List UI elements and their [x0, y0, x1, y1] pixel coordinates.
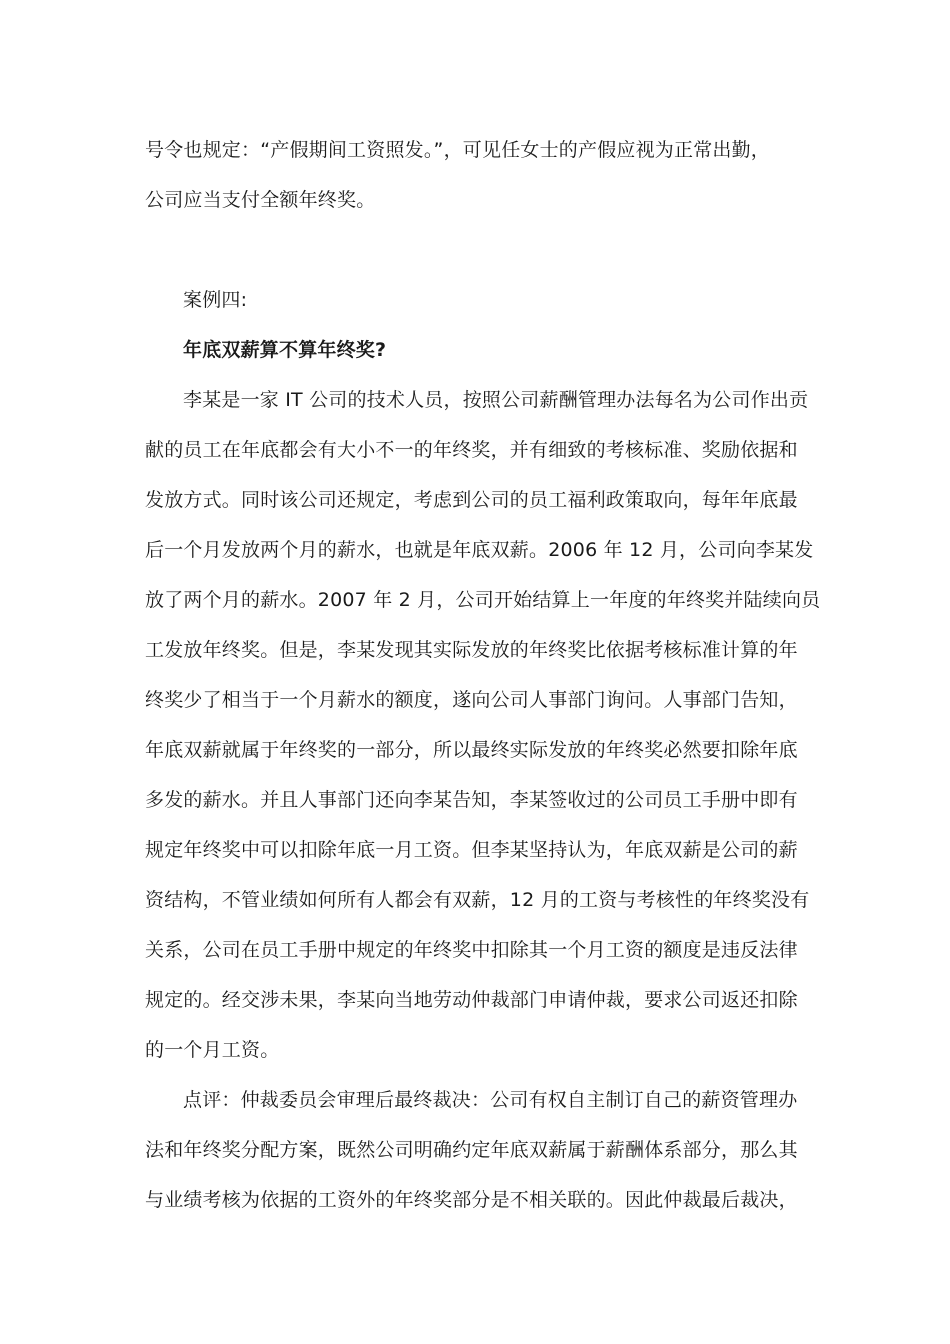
text-line: 资结构，不管业绩如何所有人都会有双薪，12 月的工资与考核性的年终奖没有: [145, 889, 810, 911]
text-line: 李某是一家 IT 公司的技术人员，按照公司薪酬管理办法每名为公司作出贡: [183, 389, 809, 411]
text-line: 规定的。经交涉未果，李某向当地劳动仲裁部门申请仲裁，要求公司返还扣除: [145, 989, 798, 1011]
text-line: 献的员工在年底都会有大小不一的年终奖，并有细致的考核标准、奖励依据和: [145, 439, 798, 461]
text-line: 工发放年终奖。但是，李某发现其实际发放的年终奖比依据考核标准计算的年: [145, 639, 798, 661]
text-line: 法和年终奖分配方案，既然公司明确约定年底双薪属于薪酬体系部分，那么其: [145, 1139, 798, 1161]
text-line: 关系，公司在员工手册中规定的年终奖中扣除其一个月工资的额度是违反法律: [145, 939, 798, 961]
text-line: 发放方式。同时该公司还规定，考虑到公司的员工福利政策取向，每年年底最: [145, 489, 798, 511]
text-line: 多发的薪水。并且人事部门还向李某告知，李某签收过的公司员工手册中即有: [145, 789, 798, 811]
text-line: 年底双薪就属于年终奖的一部分，所以最终实际发放的年终奖必然要扣除年底: [145, 739, 798, 761]
text-line: 后一个月发放两个月的薪水，也就是年底双薪。2006 年 12 月，公司向李某发: [145, 539, 814, 561]
commentary-line: 点评：仲裁委员会审理后最终裁决：公司有权自主制订自己的薪资管理办: [183, 1089, 798, 1111]
text-line: 号令也规定：“产假期间工资照发。”，可见任女士的产假应视为正常出勤，: [145, 139, 770, 161]
text-line: 放了两个月的薪水。2007 年 2 月，公司开始结算上一年度的年终奖并陆续向员: [145, 589, 821, 611]
text-line: 与业绩考核为依据的工资外的年终奖部分是不相关联的。因此仲裁最后裁决，: [145, 1189, 798, 1211]
text-line: 终奖少了相当于一个月薪水的额度，遂向公司人事部门询问。人事部门告知，: [145, 689, 798, 711]
case-label: 案例四:: [183, 289, 248, 311]
text-line: 规定年终奖中可以扣除年底一月工资。但李某坚持认为，年底双薪是公司的薪: [145, 839, 798, 861]
case-title: 年底双薪算不算年终奖?: [183, 339, 387, 361]
text-line: 公司应当支付全额年终奖。: [145, 189, 376, 211]
text-line: 的一个月工资。: [145, 1039, 280, 1061]
